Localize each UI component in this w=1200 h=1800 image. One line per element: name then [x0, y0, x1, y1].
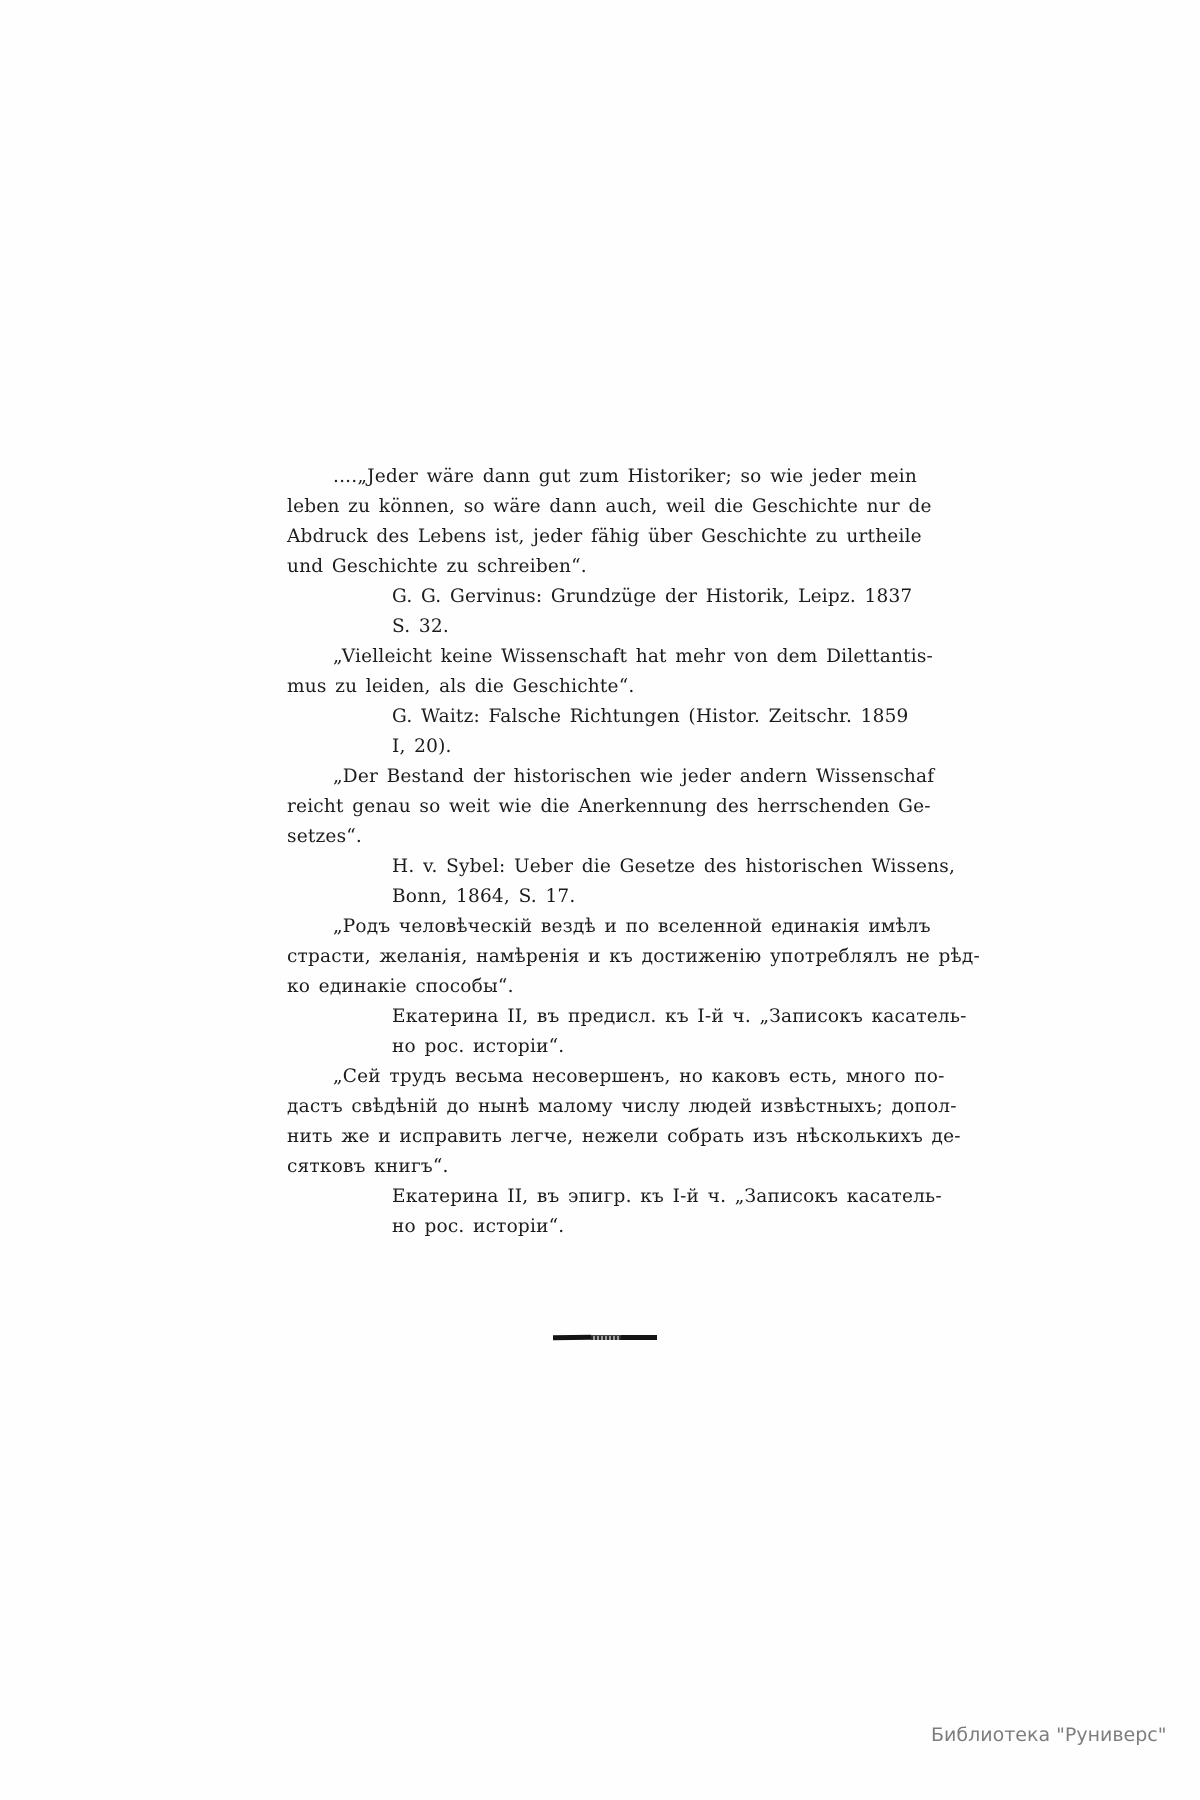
text-line: und Geschichte zu schreiben“.	[287, 556, 587, 577]
text-line: дастъ свѣдѣній до нынѣ малому числу людей извѣстныхъ; допол-	[287, 1096, 957, 1117]
text-line: „Родъ человѣческій вездѣ и по вселенной единакія имѣлъ	[333, 916, 931, 937]
text-line: но рос. исторіи“.	[392, 1216, 565, 1237]
text-line: leben zu können, so wäre dann auch, weil die Geschichte nur de	[287, 496, 932, 517]
text-line: G. G. Gervinus: Grundzüge der Historik, Leipz. 1837	[392, 586, 913, 607]
section-divider	[553, 1333, 657, 1341]
text-line: reicht genau so weit wie die Anerkennung des herrschenden Ge-	[287, 796, 931, 817]
text-line: S. 32.	[392, 616, 449, 637]
epigraphs-block	[287, 462, 980, 1252]
text-line: G. Waitz: Falsche Richtungen (Histor. Zeitschr. 1859	[392, 706, 909, 727]
text-line: „Сей трудъ весьма несовершенъ, но каковъ есть, много по-	[333, 1066, 945, 1087]
divider-middle-segment	[591, 1335, 621, 1340]
text-line: страсти, желанія, намѣренія и къ достиженію употреблялъ не рѣд-	[287, 946, 980, 967]
text-line: mus zu leiden, als die Geschichte“.	[287, 676, 635, 697]
text-line: Екатерина II, въ предисл. къ I-й ч. „Записокъ касатель-	[392, 1006, 967, 1027]
text-line: „Vielleicht keine Wissenschaft hat mehr von dem Dilettantis-	[333, 646, 934, 667]
text-line: setzes“.	[287, 826, 363, 847]
library-watermark: Библиотека "Руниверс"	[931, 1724, 1167, 1746]
text-line: Bonn, 1864, S. 17.	[392, 886, 576, 907]
text-line: H. v. Sybel: Ueber die Gesetze des historischen Wissens,	[392, 856, 956, 877]
text-line: сятковъ книгъ“.	[287, 1156, 449, 1177]
text-line: нить же и исправить легче, нежели собрать изъ нѣсколькихъ де-	[287, 1126, 961, 1147]
divider-left-segment	[553, 1334, 591, 1339]
text-line: Екатерина II, въ эпигр. къ I-й ч. „Записокъ касатель-	[392, 1186, 942, 1207]
text-line: „Der Bestand der historischen wie jeder andern Wissenschaf	[333, 766, 935, 787]
text-line: ко единакіе способы“.	[287, 976, 514, 997]
text-line: I, 20).	[392, 736, 452, 757]
text-line: но рос. исторіи“.	[392, 1036, 565, 1057]
text-line: Abdruck des Lebens ist, jeder fähig über Geschichte zu urtheile	[287, 526, 922, 547]
divider-right-segment	[621, 1335, 657, 1340]
text-line: ....„Jeder wäre dann gut zum Historiker; so wie jeder mein	[333, 466, 917, 487]
